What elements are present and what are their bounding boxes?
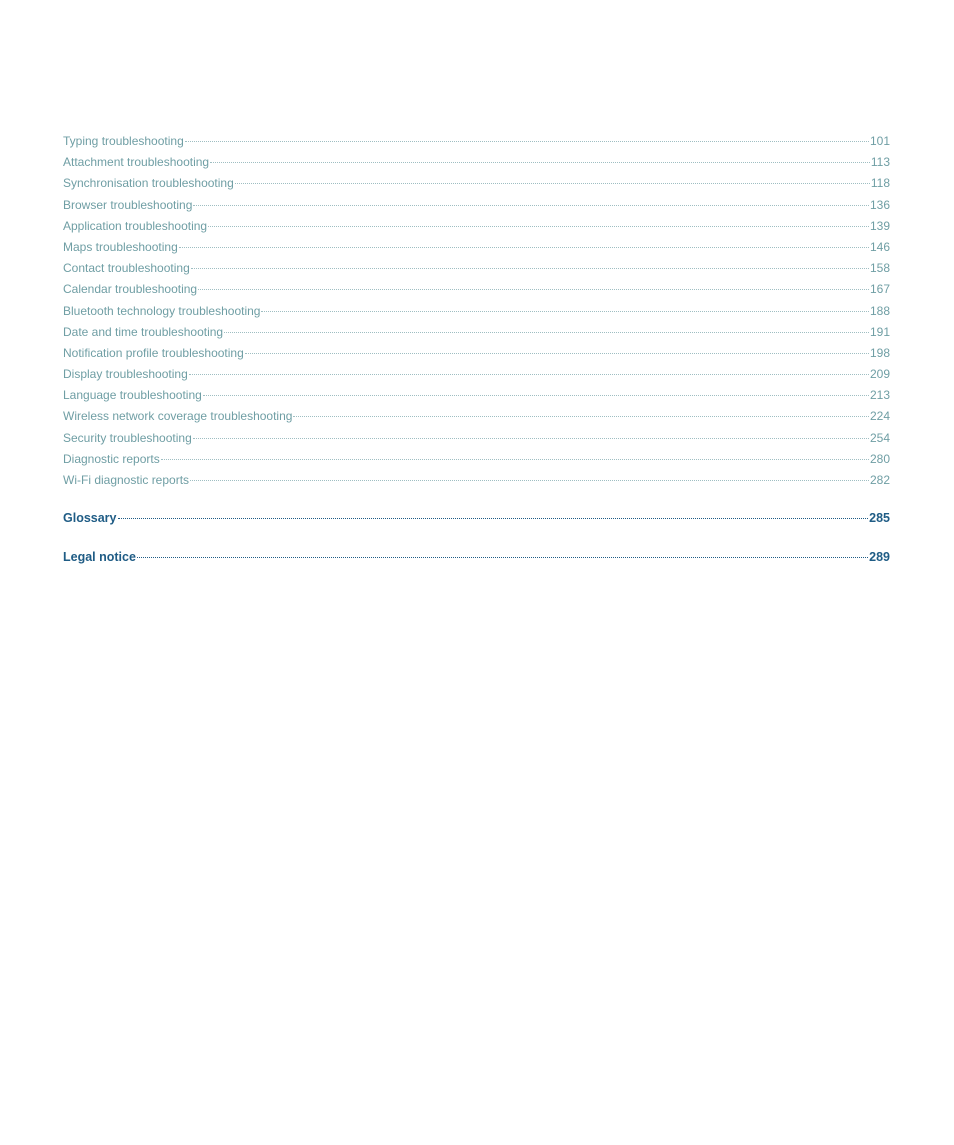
toc-chapter-page: 289 (869, 550, 890, 565)
toc-entry-page: 188 (869, 303, 890, 318)
toc-entry-page: 254 (869, 430, 890, 445)
toc-entry-title: Security troubleshooting (63, 430, 192, 445)
dot-leader (261, 311, 868, 312)
dot-leader (245, 353, 869, 354)
toc-entry-title: Wi-Fi diagnostic reports (63, 473, 190, 487)
toc-entry-title: Calendar troubleshooting (63, 282, 198, 297)
dot-leader (137, 557, 868, 558)
toc-entry-title: Bluetooth technology troubleshooting (63, 303, 261, 318)
dot-leader (210, 162, 870, 163)
table-of-contents (63, 134, 890, 571)
toc-entry-page: 280 (869, 451, 890, 466)
toc-entry-browser[interactable] (63, 198, 890, 219)
dot-leader (179, 247, 869, 248)
toc-entry-wireless-coverage[interactable] (63, 409, 890, 430)
toc-chapter-glossary[interactable] (63, 511, 890, 532)
dot-leader (185, 141, 869, 142)
toc-entry-wifi-diagnostic-reports[interactable] (63, 473, 890, 494)
toc-entry-synchronisation[interactable] (63, 176, 890, 197)
toc-entry-page: 146 (869, 239, 890, 254)
toc-entry-application[interactable] (63, 219, 890, 240)
toc-entry-title: Typing troubleshooting (63, 134, 184, 148)
toc-entry-title: Browser troubleshooting (63, 197, 193, 212)
dot-leader (224, 332, 869, 333)
dot-leader (208, 226, 869, 227)
toc-chapter-legal-notice[interactable] (63, 550, 890, 571)
toc-entry-date-time[interactable] (63, 325, 890, 346)
dot-leader (189, 374, 869, 375)
toc-entry-title: Contact troubleshooting (63, 261, 190, 276)
toc-entry-maps[interactable] (63, 240, 890, 261)
toc-entry-page: 158 (869, 261, 890, 276)
toc-entry-page: 136 (869, 197, 890, 212)
dot-leader (293, 416, 869, 417)
toc-entry-title: Display troubleshooting (63, 367, 188, 382)
toc-entry-title: Language troubleshooting (63, 388, 202, 403)
toc-entry-page: 113 (870, 155, 890, 170)
toc-entry-display[interactable] (63, 367, 890, 388)
toc-entry-page: 282 (869, 473, 890, 487)
toc-entry-notification-profile[interactable] (63, 346, 890, 367)
dot-leader (235, 183, 870, 184)
dot-leader (203, 395, 869, 396)
toc-entry-page: 191 (869, 324, 890, 339)
toc-chapter-page: 285 (869, 511, 890, 526)
toc-entry-page: 101 (869, 134, 890, 148)
toc-entry-title: Application troubleshooting (63, 218, 208, 233)
toc-entry-bluetooth[interactable] (63, 304, 890, 325)
toc-entry-contact[interactable] (63, 261, 890, 282)
toc-entry-title: Attachment troubleshooting (63, 155, 210, 170)
toc-entry-page: 139 (869, 218, 890, 233)
toc-entry-page: 213 (869, 388, 890, 403)
toc-entry-language[interactable] (63, 388, 890, 409)
toc-entry-diagnostic-reports[interactable] (63, 452, 890, 473)
toc-entry-security[interactable] (63, 431, 890, 452)
toc-entry-title: Maps troubleshooting (63, 239, 178, 254)
dot-leader (193, 205, 869, 206)
dot-leader (190, 480, 869, 481)
toc-entry-typing[interactable] (63, 134, 890, 155)
toc-entry-page: 167 (869, 282, 890, 297)
toc-entry-title: Notification profile troubleshooting (63, 345, 244, 360)
toc-entry-page: 198 (869, 345, 890, 360)
toc-entry-title: Wireless network coverage troubleshooting (63, 409, 293, 424)
toc-entry-page: 224 (869, 409, 890, 424)
toc-entry-page: 118 (870, 176, 890, 191)
toc-entry-title: Date and time troubleshooting (63, 324, 224, 339)
toc-entry-title: Diagnostic reports (63, 451, 160, 466)
toc-entry-calendar[interactable] (63, 282, 890, 303)
toc-entry-attachment[interactable] (63, 155, 890, 176)
toc-entry-title: Synchronisation troubleshooting (63, 176, 234, 191)
toc-chapter-title: Glossary (63, 511, 117, 526)
dot-leader (193, 438, 869, 439)
dot-leader (198, 289, 869, 290)
dot-leader (161, 459, 869, 460)
dot-leader (191, 268, 869, 269)
toc-entry-page: 209 (869, 367, 890, 382)
dot-leader (118, 518, 869, 519)
toc-chapter-title: Legal notice (63, 550, 136, 565)
